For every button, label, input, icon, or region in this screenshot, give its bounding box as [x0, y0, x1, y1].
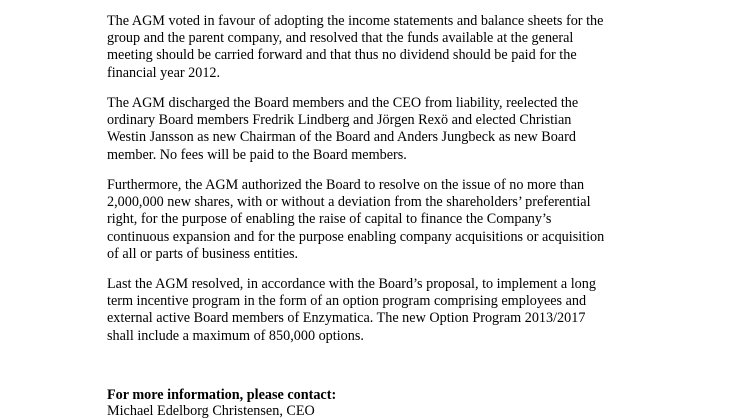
paragraph-agm-board-discharge	[107, 95, 647, 164]
paragraph-agm-share-issue	[107, 177, 647, 263]
paragraph-agm-income-statements	[107, 13, 647, 82]
text-line: The AGM discharged the Board members and the CEO from liability, reelected the	[107, 95, 579, 111]
text-line: member. No fees will be paid to the Board members.	[107, 146, 407, 163]
text-line: term incentive program in the form of an option program comprising employees and	[107, 293, 587, 310]
text-line: Furthermore, the AGM authorized the Board to resolve on the issue of no more than	[107, 177, 585, 193]
text-line: continuous expansion and for the purpose enabling company acquisitions or acquisition	[107, 228, 605, 245]
text-line: The AGM voted in favour of adopting the income statements and balance sheets for the	[107, 13, 604, 29]
text-line: 2,000,000 new shares, with or without a deviation from the shareholders’ preferential	[107, 194, 591, 211]
text-line: financial year 2012.	[107, 64, 221, 81]
text-line: of all or parts of business entities.	[107, 245, 299, 262]
contact-heading: For more information, please contact:	[107, 387, 337, 403]
text-line: Westin Jansson as new Chairman of the Board and Anders Jungbeck as new Board	[107, 129, 576, 146]
contact-name: Michael Edelborg Christensen, CEO	[107, 403, 315, 419]
text-line: right, for the purpose of enabling the raise of capital to finance the Company’s	[107, 211, 552, 228]
text-line: shall include a maximum of 850,000 options.	[107, 327, 364, 344]
text-line: external active Board members of Enzymatica. The new Option Program 2013/2017	[107, 310, 586, 327]
paragraph-agm-incentive-program	[107, 276, 647, 345]
text-line: group and the parent company, and resolved that the funds available at the general	[107, 30, 574, 47]
text-line: ordinary Board members Fredrik Lindberg and Jörgen Rexö and elected Christian	[107, 112, 572, 129]
text-line: meeting should be carried forward and that thus no dividend should be paid for the	[107, 47, 577, 64]
text-line: Last the AGM resolved, in accordance with the Board’s proposal, to implement a long	[107, 276, 596, 292]
